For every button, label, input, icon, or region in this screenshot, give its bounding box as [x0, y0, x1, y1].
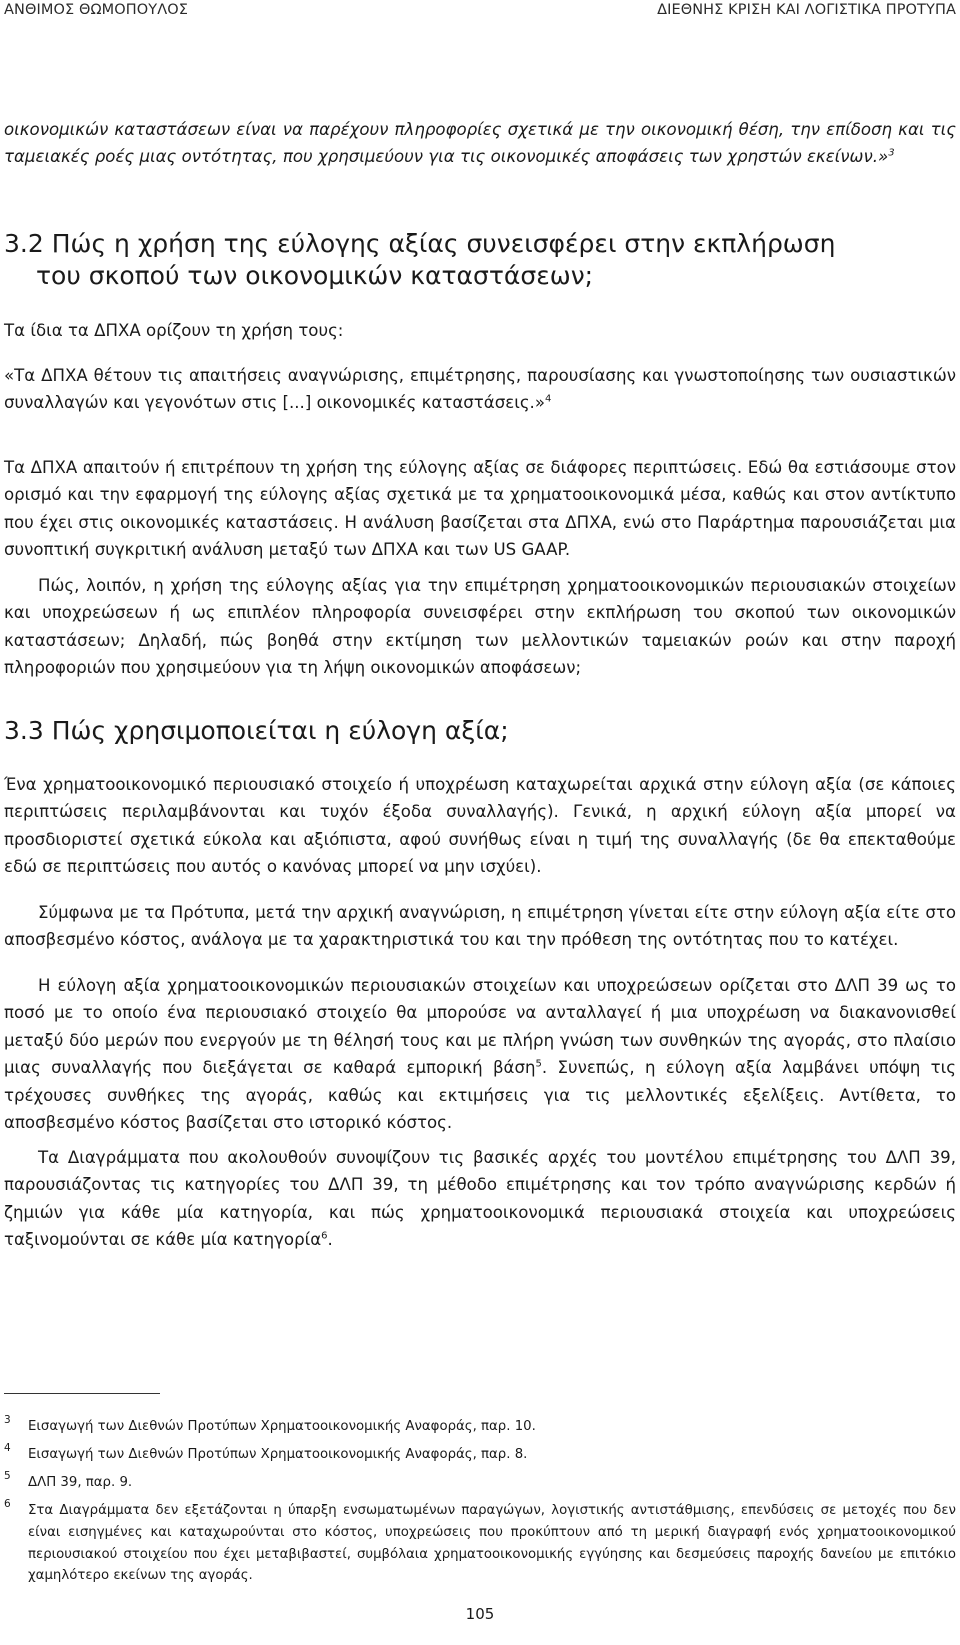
- page-number: 105: [465, 1605, 495, 1623]
- footnote-separator: [4, 1393, 160, 1394]
- footnote-ref-4: 4: [544, 393, 552, 405]
- footnote-4-number: 4: [4, 1442, 11, 1454]
- footnote-6-text: Στα Διαγράμματα δεν εξετάζονται η ύπαρξη ενσωματωμένων παραγώγων, λογιστικής αντιστάθμισης, επενδύσεις σε μετοχές που δεν είναι εισηγμένες και καταχωρούνται στο κόστος, υποχρεώσεις που προκύπτουν από τη μερική διαγραφή ενός χρηματοοικονομικού περιουσιακού στοιχείου που έχει μεταβιβαστεί, συμβόλαια χρηματοοικονομικής εγγύησης και δεσμεύσεις παροχής δανείου με επιτόκιο χαμηλότερο εκείνων της αγοράς.: [28, 1503, 956, 1584]
- section-3-3-paragraph-4-part-a: Τα Διαγράμματα που ακολουθούν συνοψίζουν τις βασικές αρχές του μοντέλου επιμέτρησης του ΔΛΠ 39, παρουσιάζοντας τις κατηγορίες του ΔΛΠ 39, τη μέθοδο επιμέτρησης και τον τρόπο αναγνώρισης κερδών ή ζημιών για κάθε μία κατηγορία, και πώς χρηματοοικονομικά περιουσιακά στοιχεία και υποχρεώσεις ταξινομούνται σε κάθε μία κατηγορία: [4, 1148, 956, 1250]
- section-3-3-paragraph-4: [4, 1144, 956, 1254]
- section-3-3-paragraph-2: Σύμφωνα με τα Πρότυπα, μετά την αρχική αναγνώριση, η επιμέτρηση γίνεται είτε στην εύλογη αξία είτε στο αποσβεσμένο κόστος, ανάλογα με τα χαρακτηριστικά του και την πρόθεση της οντότητας που το κατέχει.: [4, 903, 956, 950]
- quote-continuation: [4, 116, 956, 171]
- footnote-3: [4, 1416, 956, 1438]
- section-3-3-paragraph-3-part-b: . Συνεπώς, η εύλογη αξία λαμβάνει υπόψη τις τρέχουσες συνθήκες της αγοράς, καθώς και εκτιμήσεις για τις μελλοντικές εξελίξεις. Αντίθετα, το αποσβεσμένο κόστος βασίζεται στο ιστορικό κόστος.: [4, 1058, 957, 1133]
- footnote-ref-6: 6: [321, 1230, 328, 1242]
- header-book-title: ΔΙΕΘΝΗΣ ΚΡΙΣΗ ΚΑΙ ΛΟΓΙΣΤΙΚΑ ΠΡΟΤΥΠΑ: [657, 2, 956, 18]
- footnote-5-number: 5: [4, 1470, 11, 1482]
- header-author: ΑΝΘΙΜΟΣ ΘΩΜΟΠΟΥΛΟΣ: [4, 2, 189, 18]
- footnote-5-text: ΔΛΠ 39, παρ. 9.: [28, 1475, 133, 1490]
- section-3-3-paragraph-1: Ένα χρηματοοικονομικό περιουσιακό στοιχείο ή υποχρέωση καταχωρείται αρχικά στην εύλογη αξία (σε κάποιες περιπτώσεις περιλαμβάνονται και τυχόν έξοδα συναλλαγής). Γενικά, η αρχική εύλογη αξία μπορεί να προσδιοριστεί σχετικά εύκολα και αξιόπιστα, αφού συνήθως είναι η τιμή της συναλλαγής (δε θα επεκταθούμε εδώ σε περιπτώσεις που αυτός ο κανόνας μπορεί να μην ισχύει).: [4, 775, 956, 877]
- section-3-2-quote-text: «Τα ΔΠΧΑ θέτουν τις απαιτήσεις αναγνώρισης, επιμέτρησης, παρουσίασης και γνωστοποίησης των ουσιαστικών συναλλαγών και γεγονότων στις [...] οικονομικές καταστάσεις.»: [4, 366, 956, 413]
- section-3-3-paragraph-3: [4, 972, 956, 1136]
- footnote-3-text: Εισαγωγή των Διεθνών Προτύπων Χρηματοοικονομικής Αναφοράς, παρ. 10.: [28, 1419, 536, 1434]
- footnote-6: [4, 1500, 956, 1587]
- section-3-2-quote: [4, 362, 956, 417]
- section-3-3-heading: [4, 715, 509, 747]
- section-3-2-paragraph-1: Τα ΔΠΧΑ απαιτούν ή επιτρέπουν τη χρήση της εύλογης αξίας σε διάφορες περιπτώσεις. Εδώ θα εστιάσουμε στον ορισμό και την εφαρμογή της εύλογης αξίας σχετικά με τα χρηματοοικονομικά μέσα, καθώς και στον αντίκτυπο που έχει στις οικονομικές καταστάσεις. Η ανάλυση βασίζεται στα ΔΠΧΑ, ενώ στο Παράρτημα παρουσιάζεται μια συνοπτική συγκριτική ανάλυση μεταξύ των ΔΠΧΑ και των US GAAP.: [4, 458, 956, 560]
- section-3-2-heading-line1: 3.2 Πώς η χρήση της εύλογης αξίας συνεισφέρει στην εκπλήρωση: [4, 229, 836, 258]
- section-3-2-paragraph-2: Πώς, λοιπόν, η χρήση της εύλογης αξίας για την επιμέτρηση χρηματοοικονομικών περιουσιακών στοιχείων και υποχρεώσεων ή ως επιπλέον πληροφορία συνεισφέρει στην εκπλήρωση του σκοπού των οικονομικών καταστάσεων; Δηλαδή, πώς βοηθά στην εκτίμηση των μελλοντικών ταμειακών ροών και στην παροχή πληροφοριών που χρησιμεύουν για τη λήψη οικονομικών αποφάσεων;: [4, 576, 956, 678]
- footnote-6-number: 6: [4, 1498, 11, 1510]
- quote-continuation-text: οικονομικών καταστάσεων είναι να παρέχουν πληροφορίες σχετικά με την οικονομική θέση, την επίδοση και τις ταμειακές ροές μιας οντότητας, που χρησιμεύουν για τις οικονομικές αποφάσεις των χρηστών εκείνων.»: [4, 120, 956, 167]
- running-header: [4, 2, 956, 22]
- section-3-3-paragraph-4-part-b: .: [327, 1230, 333, 1250]
- footnote-4-text: Εισαγωγή των Διεθνών Προτύπων Χρηματοοικονομικής Αναφοράς, παρ. 8.: [28, 1447, 528, 1462]
- footnote-3-number: 3: [4, 1414, 11, 1426]
- section-3-2-heading-line2: του σκοπού των οικονομικών καταστάσεων;: [36, 261, 594, 290]
- footnote-5: [4, 1472, 956, 1494]
- footnote-ref-3: 3: [888, 147, 895, 159]
- section-3-3-heading-text: 3.3 Πώς χρησιμοποιείται η εύλογη αξία;: [4, 716, 509, 745]
- section-3-2-heading: [4, 228, 835, 292]
- footnote-4: [4, 1444, 956, 1466]
- footnote-ref-5: 5: [535, 1058, 542, 1070]
- section-3-2-intro: Τα ίδια τα ΔΠΧΑ ορίζουν τη χρήση τους:: [4, 321, 344, 340]
- section-3-3-paragraph-3-part-a: Η εύλογη αξία χρηματοοικονομικών περιουσιακών στοιχείων και υποχρεώσεων ορίζεται στο ΔΛΠ 39 ως το ποσό με το οποίο ένα περιουσιακό στοιχείο θα μπορούσε να ανταλλαγεί ή μια υποχρέωση να διακανονισθεί μεταξύ δύο μερών που ενεργούν με τη θέλησή τους και με πλήρη γνώση των συνθηκών της αγοράς, στο πλαίσιο μιας συναλλαγής που διεξάγεται σε καθαρά εμπορική βάση: [4, 976, 956, 1078]
